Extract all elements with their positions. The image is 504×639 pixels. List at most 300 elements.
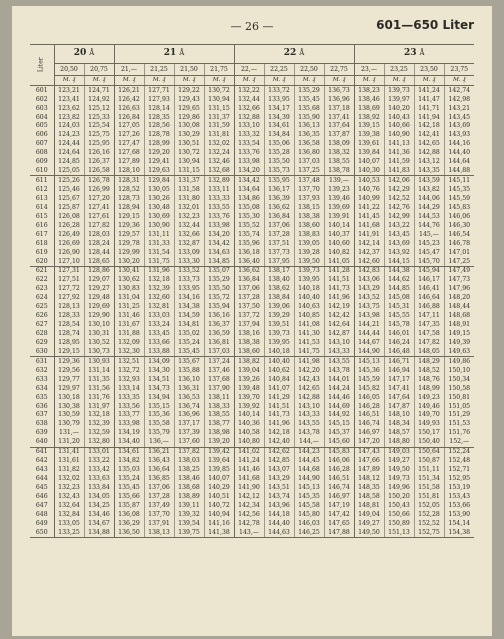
- price-cell: 134,51: [144, 375, 174, 384]
- price-cell: 139,61: [354, 140, 384, 149]
- price-cell: 143,52: [354, 294, 384, 303]
- table-row: [30, 311, 474, 320]
- price-cell: 138,38: [294, 212, 324, 221]
- price-cell: 137,49: [144, 501, 174, 510]
- price-cell: 143,55: [324, 357, 354, 366]
- price-cell: 132,02: [54, 474, 84, 483]
- price-cell: 142,60: [354, 257, 384, 266]
- price-cell: 127,89: [114, 158, 144, 167]
- price-cell: 143,75: [354, 303, 384, 312]
- price-cell: 129,69: [84, 303, 114, 312]
- price-cell: 128,99: [144, 140, 174, 149]
- price-cell: 133,88: [144, 347, 174, 356]
- price-cell: 140,58: [234, 429, 264, 438]
- price-cell: 149,73: [384, 474, 414, 483]
- price-cell: 144,21: [354, 320, 384, 329]
- price-cell: 139,20: [204, 438, 234, 447]
- price-cell: 129,20: [144, 149, 174, 158]
- price-cell: 149,96: [384, 483, 414, 492]
- price-cell: 143,74: [264, 492, 294, 501]
- price-cell: 135,94: [204, 303, 234, 312]
- price-cell: 139,73: [384, 86, 414, 95]
- price-cell: 145,13: [354, 357, 384, 366]
- price-cell: 139,75: [174, 528, 204, 537]
- price-cell: 133,33: [204, 194, 234, 203]
- book-page: [12, 6, 492, 636]
- table-row: [30, 294, 474, 303]
- price-cell: 140,29: [204, 483, 234, 492]
- price-cell: 132,18: [84, 411, 114, 420]
- price-cell: 132,88: [234, 113, 264, 122]
- price-cell: 146,51: [324, 474, 354, 483]
- price-cell: 139,48: [234, 384, 264, 393]
- price-cell: 146,74: [354, 420, 384, 429]
- price-cell: 128,74: [54, 329, 84, 338]
- price-cell: 130,73: [84, 347, 114, 356]
- price-cell: 150,87: [414, 456, 444, 465]
- price-cell: 130,08: [174, 122, 204, 131]
- price-cell: 136,81: [204, 338, 234, 347]
- price-cell: 137,90: [204, 384, 234, 393]
- price-cell: 130,38: [54, 402, 84, 411]
- price-cell: 130,90: [144, 221, 174, 230]
- unit-label: M. ₰: [54, 76, 84, 86]
- price-cell: 134,67: [84, 519, 114, 528]
- price-cell: 128,13: [54, 303, 84, 312]
- price-cell: 143,29: [354, 285, 384, 294]
- price-cell: 141,38: [204, 528, 234, 537]
- price-cell: 141,30: [294, 329, 324, 338]
- table-row: [30, 176, 474, 185]
- price-cell: 140,07: [204, 474, 234, 483]
- price-cell: 126,37: [84, 158, 114, 167]
- price-cell: 138,15: [294, 203, 324, 212]
- price-cell: 131,54: [144, 248, 174, 257]
- price-cell: 128,95: [54, 338, 84, 347]
- table-row: [30, 140, 474, 149]
- price-cell: 129,65: [174, 104, 204, 113]
- unit-label: M. ₰: [384, 76, 414, 86]
- price-cell: 145,59: [444, 194, 474, 203]
- price-cell: 131,11: [144, 230, 174, 239]
- price-cell: 133,98: [114, 420, 144, 429]
- price-cell: 137,41: [324, 113, 354, 122]
- price-cell: 136,16: [204, 311, 234, 320]
- price-cell: 148,44: [444, 303, 474, 312]
- price-cell: 140,36: [234, 420, 264, 429]
- price-cell: 142,19: [324, 303, 354, 312]
- price-cell: 127,26: [114, 131, 144, 140]
- unit-label: M. ₰: [324, 76, 354, 86]
- price-cell: 149,86: [444, 357, 474, 366]
- price-cell: 136,96: [324, 95, 354, 104]
- price-cell: 135,15: [144, 402, 174, 411]
- price-cell: 143,22: [384, 221, 414, 230]
- price-cell: 134,39: [264, 113, 294, 122]
- price-cell: 133,32: [234, 131, 264, 140]
- table-row: [30, 95, 474, 104]
- price-cell: 145,83: [324, 447, 354, 456]
- price-cell: 144,90: [354, 347, 384, 356]
- liter-cell: 645: [35, 483, 48, 491]
- price-cell: 136,37: [204, 320, 234, 329]
- price-cell: 146,30: [444, 221, 474, 230]
- price-cell: 130,26: [144, 194, 174, 203]
- price-cell: 124,64: [54, 149, 84, 158]
- price-cell: 140,63: [294, 303, 324, 312]
- price-cell: 139,23: [324, 185, 354, 194]
- price-cell: 126,90: [54, 248, 84, 257]
- price-cell: 147,58: [414, 329, 444, 338]
- price-cell: 124,71: [84, 86, 114, 95]
- price-cell: 147,41: [384, 384, 414, 393]
- price-cell: 130,83: [114, 285, 144, 294]
- price-cell: 129,41: [144, 158, 174, 167]
- price-cell: 150,64: [414, 447, 444, 456]
- price-cell: 144,69: [324, 402, 354, 411]
- table-row: [30, 203, 474, 212]
- price-cell: 134,30: [144, 366, 174, 375]
- price-cell: 140,85: [294, 311, 324, 320]
- price-cell: 132,44: [174, 221, 204, 230]
- price-cell: 143,07: [264, 465, 294, 474]
- price-cell: 123,41: [54, 95, 84, 104]
- price-cell: 134,09: [144, 357, 174, 366]
- price-cell: 137,06: [264, 221, 294, 230]
- price-cell: 141,96: [264, 420, 294, 429]
- price-cell: 143,51: [264, 483, 294, 492]
- price-cell: 142,29: [384, 185, 414, 194]
- liter-cell: 649: [35, 519, 48, 527]
- price-cell: 147,20: [354, 438, 384, 447]
- liter-cell: 638: [35, 420, 48, 428]
- price-cell: 130,41: [114, 266, 144, 275]
- price-cell: 140,66: [384, 122, 414, 131]
- price-cell: 151,13: [384, 528, 414, 537]
- price-cell: 130,94: [204, 95, 234, 104]
- liter-cell: 606: [35, 131, 48, 139]
- price-cell: 144,92: [324, 411, 354, 420]
- price-cell: 147,43: [354, 447, 384, 456]
- price-cell: 144,40: [444, 149, 474, 158]
- price-cell: 147,17: [384, 375, 414, 384]
- price-cell: 147,96: [444, 285, 474, 294]
- price-cell: 140,18: [264, 347, 294, 356]
- price-cell: 134,42: [204, 239, 234, 248]
- price-cell: 145,59: [354, 375, 384, 384]
- price-cell: 136,21: [144, 447, 174, 456]
- liter-cell: 605: [35, 122, 48, 130]
- unit-label: M. ₰: [234, 76, 264, 86]
- price-cell: 142,98: [444, 95, 474, 104]
- price-cell: 127,20: [84, 194, 114, 203]
- price-cell: 131,76: [84, 393, 114, 402]
- price-cell: 129,15: [114, 212, 144, 221]
- price-cell: 132,93: [114, 375, 144, 384]
- price-cell: 134,40: [114, 438, 144, 447]
- price-cell: 138,69: [354, 104, 384, 113]
- price-cell: 133,95: [174, 285, 204, 294]
- table-row: [30, 366, 474, 375]
- price-cell: 140,18: [294, 285, 324, 294]
- price-cell: 145,37: [324, 429, 354, 438]
- price-cell: 143,06: [354, 276, 384, 285]
- price-cell: 128,03: [84, 230, 114, 239]
- price-cell: 149,23: [414, 393, 444, 402]
- price-cell: 141,24: [234, 456, 264, 465]
- price-cell: 146,41: [414, 285, 444, 294]
- price-cell: 126,16: [84, 149, 114, 158]
- price-cell: 147,87: [384, 402, 414, 411]
- price-cell: 134,05: [84, 492, 114, 501]
- price-cell: 142,85: [264, 456, 294, 465]
- price-cell: 139,85: [204, 465, 234, 474]
- price-cell: 129,84: [144, 176, 174, 185]
- sub-column-header-row: [30, 64, 474, 76]
- price-cell: 146,54: [444, 230, 474, 239]
- price-cell: 142,18: [414, 122, 444, 131]
- price-cell: 146,71: [384, 357, 414, 366]
- price-cell: 130,48: [144, 203, 174, 212]
- liter-cell: 618: [35, 239, 48, 247]
- price-cell: 140,37: [324, 230, 354, 239]
- price-cell: 137,72: [234, 311, 264, 320]
- page-number: — 26 —: [230, 20, 274, 33]
- price-cell: 147,11: [414, 311, 444, 320]
- price-cell: 135,07: [204, 266, 234, 275]
- price-cell: 148,10: [384, 411, 414, 420]
- price-cell: 138,83: [294, 230, 324, 239]
- price-cell: 138,98: [204, 429, 234, 438]
- price-cell: 136,62: [234, 266, 264, 275]
- price-cell: 145,47: [414, 248, 444, 257]
- price-cell: 136,85: [144, 474, 174, 483]
- price-cell: 141,83: [384, 166, 414, 175]
- price-cell: 131,58: [174, 185, 204, 194]
- price-cell: 132,72: [114, 366, 144, 375]
- price-cell: 142,88: [294, 393, 324, 402]
- price-cell: 143,—: [234, 528, 264, 537]
- price-cell: 140,76: [354, 185, 384, 194]
- price-cell: 133,55: [204, 203, 234, 212]
- price-cell: 132,84: [54, 510, 84, 519]
- price-cell: 126,69: [54, 239, 84, 248]
- table-row: [30, 113, 474, 122]
- price-cell: 145,35: [444, 185, 474, 194]
- price-cell: 125,67: [54, 194, 84, 203]
- price-cell: 129,43: [174, 95, 204, 104]
- liter-cell: 642: [35, 457, 48, 465]
- price-cell: 148,20: [444, 294, 474, 303]
- temp-header-21: 21 Å: [114, 45, 234, 64]
- price-cell: 135,58: [144, 420, 174, 429]
- liter-cell: 602: [35, 95, 48, 103]
- price-cell: 137,06: [144, 483, 174, 492]
- price-cell: 128,10: [114, 166, 144, 175]
- price-cell: 142,74: [444, 86, 474, 95]
- price-cell: 138,77: [204, 420, 234, 429]
- price-cell: 135,28: [264, 149, 294, 158]
- price-cell: 127,82: [84, 221, 114, 230]
- price-cell: 132,02: [204, 140, 234, 149]
- price-cell: 152,28: [414, 510, 444, 519]
- price-cell: 145,13: [294, 483, 324, 492]
- table-row: [30, 438, 474, 447]
- price-cell: 151,05: [444, 402, 474, 411]
- price-cell: 135,24: [174, 338, 204, 347]
- price-cell: 149,50: [354, 528, 384, 537]
- price-cell: 131,67: [114, 320, 144, 329]
- liter-cell: 621: [35, 267, 48, 275]
- price-cell: 132,39: [144, 285, 174, 294]
- price-cell: 124,92: [84, 95, 114, 104]
- price-cell: 142,42: [324, 311, 354, 320]
- price-cell: 129,63: [144, 166, 174, 175]
- price-cell: 148,81: [354, 501, 384, 510]
- price-cell: 133,10: [234, 122, 264, 131]
- price-cell: 127,47: [114, 140, 144, 149]
- price-cell: 143,69: [444, 122, 474, 131]
- liter-cell: 626: [35, 312, 48, 320]
- price-cell: 132,46: [204, 158, 234, 167]
- price-cell: 139,84: [354, 149, 384, 158]
- price-cell: 153,66: [444, 501, 474, 510]
- liter-cell: 634: [35, 384, 48, 392]
- price-cell: 132,01: [174, 203, 204, 212]
- table-row: [30, 447, 474, 456]
- table-row: [30, 185, 474, 194]
- price-cell: 136,84: [264, 212, 294, 221]
- price-cell: 128,33: [54, 311, 84, 320]
- price-cell: 129,57: [114, 230, 144, 239]
- price-cell: 141,47: [414, 95, 444, 104]
- table-row: [30, 456, 474, 465]
- price-cell: 131,61: [54, 456, 84, 465]
- price-cell: 143,33: [294, 411, 324, 420]
- price-cell: 133,73: [174, 276, 204, 285]
- price-cell: 126,58: [84, 166, 114, 175]
- price-cell: 140,84: [264, 375, 294, 384]
- price-cell: 148,57: [384, 429, 414, 438]
- price-cell: 141,51: [324, 276, 354, 285]
- price-cell: 131,82: [54, 465, 84, 474]
- table-row: [30, 257, 474, 266]
- price-cell: 146,01: [384, 329, 414, 338]
- table-row: [30, 465, 474, 474]
- price-cell: 137,91: [144, 519, 174, 528]
- price-cell: 142,88: [414, 149, 444, 158]
- price-cell: 130,29: [174, 131, 204, 140]
- price-cell: 132,66: [234, 104, 264, 113]
- price-cell: 144,01: [324, 375, 354, 384]
- unit-label: M. ₰: [354, 76, 384, 86]
- price-cell: 132,23: [54, 483, 84, 492]
- price-cell: 137,06: [234, 285, 264, 294]
- price-cell: 148,05: [414, 347, 444, 356]
- price-cell: 137,39: [174, 429, 204, 438]
- price-cell: 137,73: [264, 248, 294, 257]
- unit-label: M. ₰: [174, 76, 204, 86]
- liter-cell: 625: [35, 303, 48, 311]
- price-cell: 135,30: [234, 212, 264, 221]
- price-cell: 130,69: [144, 212, 174, 221]
- price-cell: 138,40: [264, 276, 294, 285]
- table-row: [30, 519, 474, 528]
- price-cell: 139,11: [174, 501, 204, 510]
- table-row: [30, 429, 474, 438]
- table-row: [30, 474, 474, 483]
- price-cell: 138,33: [204, 402, 234, 411]
- price-cell: 132,66: [174, 230, 204, 239]
- liter-cell: 644: [35, 475, 48, 483]
- price-cell: 139,69: [324, 203, 354, 212]
- price-cell: 130,72: [204, 86, 234, 95]
- price-cell: 135,45: [114, 483, 144, 492]
- price-cell: 137,03: [294, 158, 324, 167]
- price-cell: 144,88: [444, 166, 474, 175]
- liter-column-header: Liter: [30, 45, 54, 86]
- price-cell: 143,93: [444, 131, 474, 140]
- price-cell: 130,10: [84, 320, 114, 329]
- liter-cell: 616: [35, 221, 48, 229]
- price-cell: 152,24: [444, 447, 474, 456]
- price-cell: 149,46: [414, 402, 444, 411]
- price-cell: 130,20: [114, 257, 144, 266]
- price-cell: 129,97: [54, 384, 84, 393]
- price-cell: 136,96: [174, 411, 204, 420]
- price-cell: 130,94: [174, 158, 204, 167]
- price-cell: 135,68: [294, 104, 324, 113]
- price-cell: 136,18: [234, 248, 264, 257]
- price-cell: 137,70: [144, 510, 174, 519]
- table-row: [30, 492, 474, 501]
- price-cell: 149,39: [444, 338, 474, 347]
- price-cell: 135,50: [204, 285, 234, 294]
- liter-cell: 639: [35, 429, 48, 437]
- price-cell: 132,64: [54, 501, 84, 510]
- price-cell: 144,62: [384, 276, 414, 285]
- price-cell: 145,08: [384, 294, 414, 303]
- price-cell: 139,91: [324, 212, 354, 221]
- price-cell: 133,09: [174, 248, 204, 257]
- price-cell: 143,29: [264, 474, 294, 483]
- price-cell: 138,46: [174, 474, 204, 483]
- price-cell: 128,94: [114, 203, 144, 212]
- price-cell: 133,14: [114, 384, 144, 393]
- price-cell: 145,80: [294, 510, 324, 519]
- price-cell: 124,03: [54, 122, 84, 131]
- price-cell: 138,84: [264, 294, 294, 303]
- temp-header-20: 20 Å: [54, 45, 114, 64]
- price-cell: 137,68: [204, 375, 234, 384]
- price-cell: 146,64: [414, 294, 444, 303]
- price-cell: 150,40: [414, 438, 444, 447]
- price-cell: 144,53: [414, 212, 444, 221]
- price-cell: 138,25: [174, 465, 204, 474]
- price-cell: 141,51: [264, 402, 294, 411]
- price-cell: 151,11: [414, 465, 444, 474]
- price-cell: 148,12: [354, 474, 384, 483]
- liter-cell: 646: [35, 492, 48, 500]
- price-cell: 139,92: [234, 402, 264, 411]
- price-cell: 142,06: [384, 176, 414, 185]
- price-cell: 137,70: [294, 185, 324, 194]
- price-cell: 145,15: [324, 420, 354, 429]
- liter-cell: 627: [35, 321, 48, 329]
- price-cell: 127,41: [84, 203, 114, 212]
- liter-cell: 607: [35, 140, 48, 148]
- price-cell: 132,80: [84, 438, 114, 447]
